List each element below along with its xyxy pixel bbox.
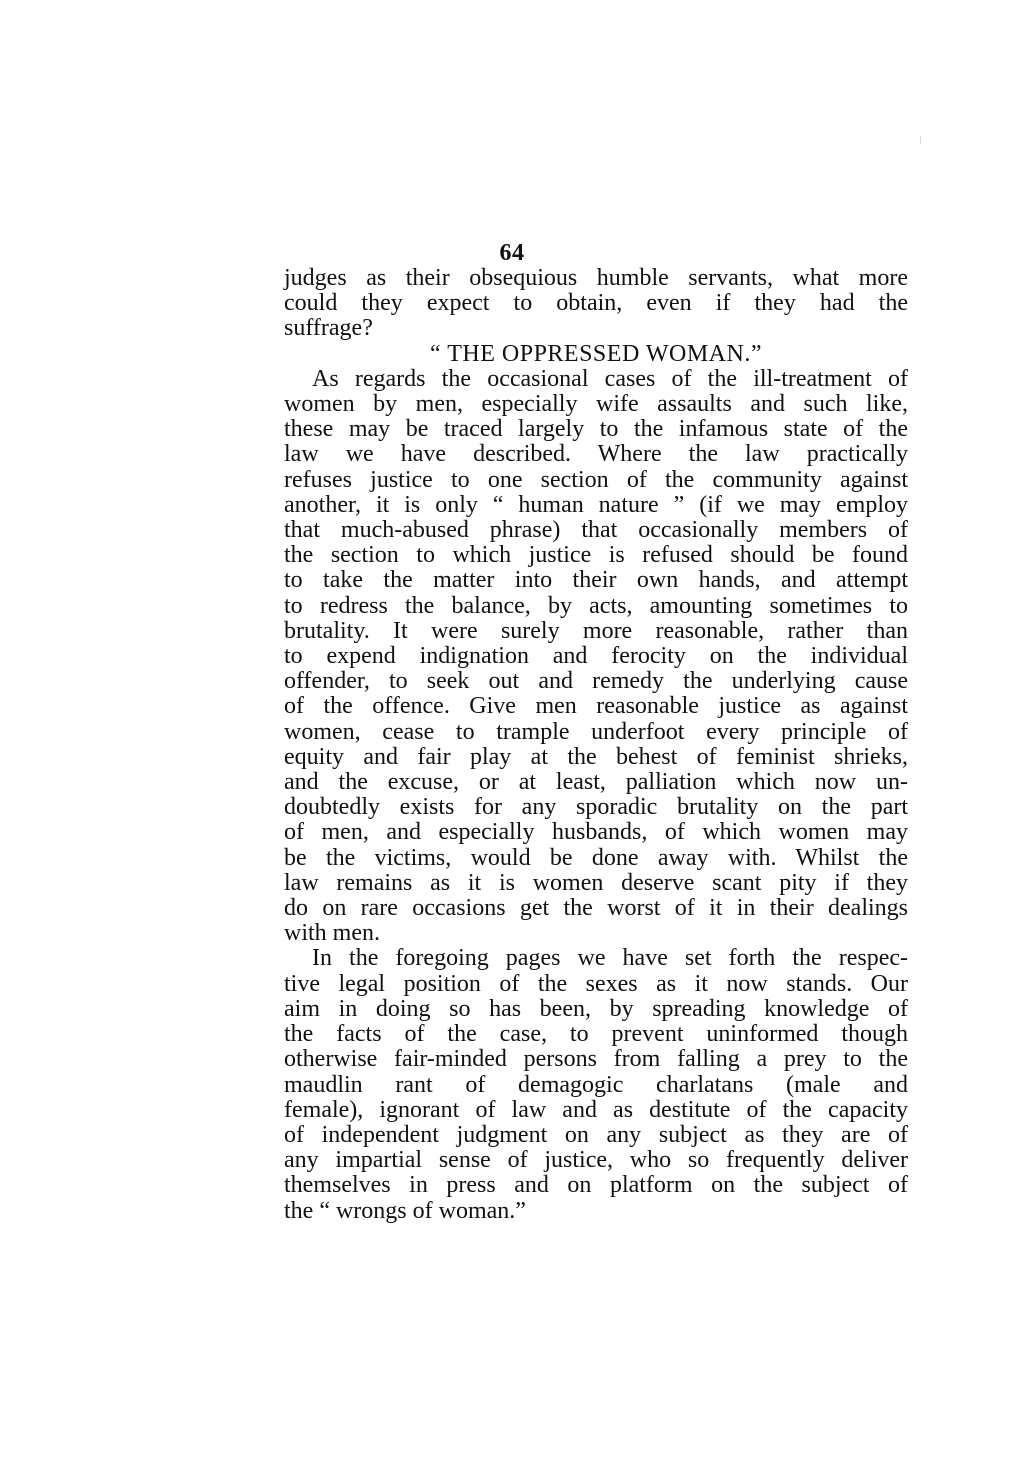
text-line: of the offence. Give men reasonable justice as against bbox=[284, 693, 908, 720]
text-line: to expend indignation and ferocity on the individual bbox=[284, 643, 908, 670]
text-line: to redress the balance, by acts, amounting sometimes to bbox=[284, 592, 908, 619]
text-line: tive legal position of the sexes as it now stands. Our bbox=[284, 970, 908, 997]
text-line: judges as their obsequious humble servants, what more bbox=[284, 265, 908, 291]
page-body bbox=[284, 266, 908, 1224]
text-line: aim in doing so has been, by spreading knowledge of bbox=[284, 995, 908, 1022]
text-line: of men, and especially husbands, of which women may bbox=[284, 819, 908, 846]
text-line: suffrage? bbox=[284, 315, 373, 342]
text-line: refuses justice to one section of the community against bbox=[284, 466, 908, 493]
text-line: women by men, especially wife assaults and such like, bbox=[284, 391, 908, 418]
text-line: the facts of the case, to prevent uninformed though bbox=[284, 1021, 908, 1048]
text-line: with men. bbox=[284, 920, 380, 947]
scan-mark bbox=[920, 136, 921, 144]
section-heading: “ THE OPPRESSED WOMAN.” bbox=[430, 340, 762, 367]
text-line: to take the matter into their own hands, and attempt bbox=[284, 567, 908, 594]
text-line: doubtedly exists for any sporadic brutality on the part bbox=[284, 794, 908, 821]
text-line: and the excuse, or at least, palliation which now un- bbox=[284, 769, 908, 796]
text-line: equity and fair play at the behest of feminist shrieks, bbox=[284, 743, 908, 770]
text-line: female), ignorant of law and as destitute of the capacity bbox=[284, 1096, 908, 1123]
text-line: offender, to seek out and remedy the underlying cause bbox=[284, 668, 908, 695]
text-line: law we have described. Where the law practically bbox=[284, 441, 908, 468]
text-line: otherwise fair-minded persons from falling a prey to the bbox=[284, 1046, 908, 1073]
text-line: these may be traced largely to the infamous state of the bbox=[284, 416, 908, 443]
text-line: be the victims, would be done away with. Whilst the bbox=[284, 844, 908, 871]
text-line: that much-abused phrase) that occasionally members of bbox=[284, 517, 908, 544]
text-line: themselves in press and on platform on the subject of bbox=[284, 1172, 908, 1199]
page-number: 64 bbox=[499, 240, 525, 266]
text-line: could they expect to obtain, even if they had the bbox=[284, 290, 908, 317]
text-line: any impartial sense of justice, who so frequently deliver bbox=[284, 1147, 908, 1174]
text-line: the “ wrongs of woman.” bbox=[284, 1197, 526, 1224]
text-line: another, it is only “ human nature ” (if we may employ bbox=[284, 491, 908, 518]
text-line: do on rare occasions get the worst of it in their dealings bbox=[284, 895, 908, 922]
text-line: of independent judgment on any subject as they are of bbox=[284, 1121, 908, 1148]
text-line: women, cease to trample underfoot every principle of bbox=[284, 718, 908, 745]
text-line: In the foregoing pages we have set forth the respec- bbox=[312, 945, 908, 972]
text-line: brutality. It were surely more reasonable, rather than bbox=[284, 617, 908, 644]
text-line: the section to which justice is refused should be found bbox=[284, 542, 908, 569]
text-line: law remains as it is women deserve scant pity if they bbox=[284, 869, 908, 896]
text-line: maudlin rant of demagogic charlatans (male and bbox=[284, 1071, 908, 1098]
text-line: As regards the occasional cases of the ill-treatment of bbox=[312, 365, 908, 392]
